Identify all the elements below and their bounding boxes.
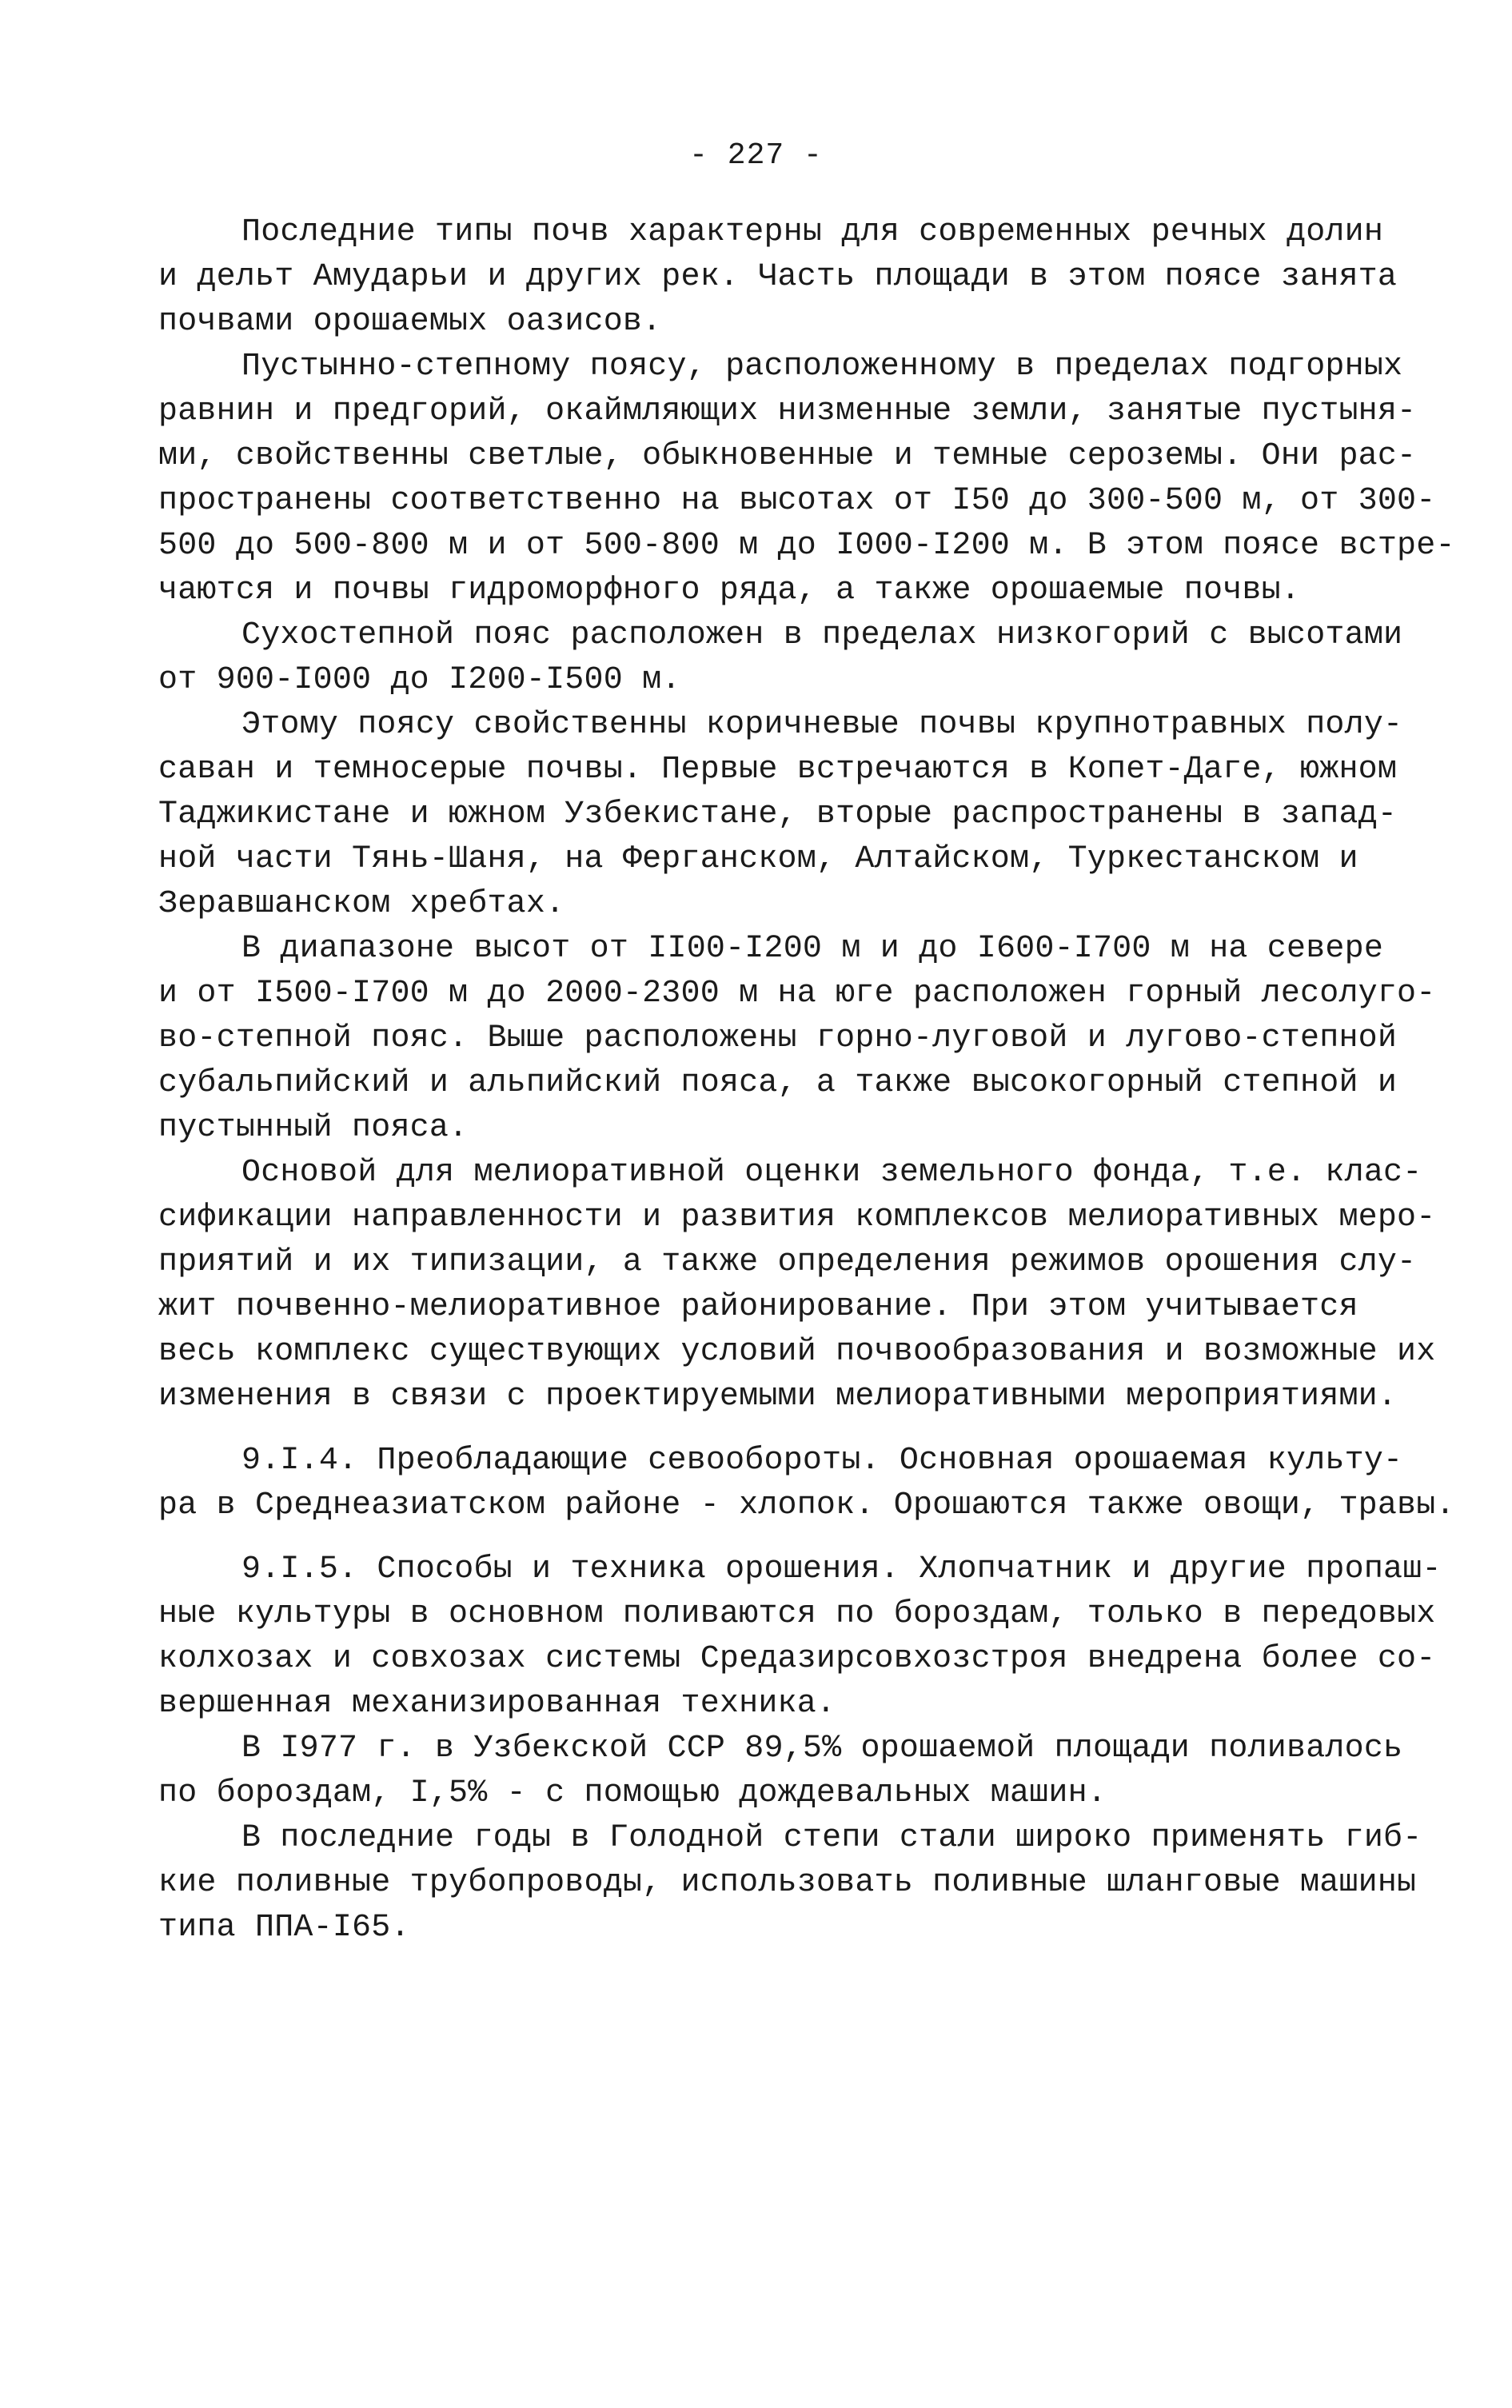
paragraph bbox=[158, 1816, 1422, 1951]
text-line: 9.I.4. Преобладающие севообороты. Основная орошаемая культу- bbox=[241, 1443, 1403, 1479]
text-line: Зеравшанском хребтах. bbox=[158, 886, 565, 922]
paragraph bbox=[158, 703, 1403, 927]
text-line: субальпийский и альпийский пояса, а также высокогорный степной и bbox=[158, 1065, 1398, 1101]
text-line: равнин и предгорий, окаймляющих низменные земли, занятые пустыня- bbox=[158, 393, 1417, 429]
paragraph-gap bbox=[158, 1528, 1374, 1547]
text-line: пустынный пояса. bbox=[158, 1110, 469, 1146]
text-line: по бороздам, I,5% - с помощью дождевальных машин. bbox=[158, 1775, 1107, 1811]
text-line: 9.I.5. Способы и техника орошения. Хлопчатник и другие пропаш- bbox=[241, 1551, 1442, 1587]
paragraph bbox=[158, 927, 1436, 1151]
text-body bbox=[158, 210, 1455, 1951]
text-line: 500 до 500-800 м и от 500-800 м до I000-I200 м. В этом поясе встре- bbox=[158, 528, 1455, 564]
text-line: ра в Среднеазиатском районе - хлопок. Орошаются также овощи, травы. bbox=[158, 1488, 1455, 1523]
text-line: Таджикистане и южном Узбекистане, вторые распространены в запад- bbox=[158, 797, 1398, 833]
paragraph-gap bbox=[158, 1420, 1374, 1439]
paragraph bbox=[158, 210, 1398, 345]
section-paragraph bbox=[158, 1547, 1442, 1727]
text-line: приятий и их типизации, а также определения режимов орошения слу- bbox=[158, 1244, 1417, 1280]
text-line: Основой для мелиоративной оценки земельного фонда, т.е. клас- bbox=[241, 1155, 1422, 1191]
text-line: весь комплекс существующих условий почвообразования и возможные их bbox=[158, 1334, 1436, 1370]
text-line: Пустынно-степному поясу, расположенному в пределах подгорных bbox=[241, 349, 1403, 385]
page-number: - 227 - bbox=[689, 138, 823, 173]
text-line: изменения в связи с проектируемыми мелиоративными мероприятиями. bbox=[158, 1379, 1398, 1415]
paragraph bbox=[158, 1727, 1403, 1816]
text-line: ной части Тянь-Шаня, на Ферганском, Алтайском, Туркестанском и bbox=[158, 841, 1358, 877]
text-line: Сухостепной пояс расположен в пределах низкогорий с высотами bbox=[241, 617, 1403, 653]
text-line: Этому поясу свойственны коричневые почвы крупнотравных полу- bbox=[241, 707, 1403, 743]
text-line: и от I500-I700 м до 2000-2300 м на юге расположен горный лесолуго- bbox=[158, 976, 1436, 1012]
text-line: и дельт Амударьи и других рек. Часть площади в этом поясе занята bbox=[158, 259, 1398, 295]
text-line: вершенная механизированная техника. bbox=[158, 1686, 836, 1722]
text-line: В диапазоне высот от II00-I200 м и до I600-I700 м на севере bbox=[241, 931, 1384, 967]
text-line: пространены соответственно на высотах от I50 до 300-500 м, от 300- bbox=[158, 483, 1436, 519]
paragraph bbox=[158, 613, 1403, 703]
text-line: от 900-I000 до I200-I500 м. bbox=[158, 662, 681, 698]
text-line: кие поливные трубопроводы, использовать поливные шланговые машины bbox=[158, 1865, 1417, 1901]
text-line: жит почвенно-мелиоративное районирование. При этом учитывается bbox=[158, 1289, 1358, 1325]
paragraph bbox=[158, 345, 1455, 613]
text-line: чаются и почвы гидроморфного ряда, а также орошаемые почвы. bbox=[158, 573, 1301, 609]
paragraph bbox=[158, 1151, 1436, 1420]
section-paragraph bbox=[158, 1439, 1455, 1528]
text-line: сификации направленности и развития комплексов мелиоративных меро- bbox=[158, 1200, 1436, 1236]
text-line: Последние типы почв характерны для современных речных долин bbox=[241, 214, 1384, 250]
text-line: саван и темносерые почвы. Первые встречаются в Копет-Даге, южном bbox=[158, 752, 1398, 788]
text-line: ми, свойственны светлые, обыкновенные и темные сероземы. Они рас- bbox=[158, 438, 1417, 474]
text-line: во-степной пояс. Выше расположены горно-луговой и лугово-степной bbox=[158, 1020, 1398, 1056]
text-line: В I977 г. в Узбекской ССР 89,5% орошаемой площади поливалось bbox=[241, 1731, 1403, 1767]
text-line: почвами орошаемых оазисов. bbox=[158, 304, 662, 340]
text-line: В последние годы в Голодной степи стали широко применять гиб- bbox=[241, 1820, 1422, 1856]
text-line: ные культуры в основном поливаются по бороздам, только в передовых bbox=[158, 1596, 1436, 1632]
text-line: колхозах и совхозах системы Средазирсовхозстроя внедрена более со- bbox=[158, 1641, 1436, 1677]
text-line: типа ППА-I65. bbox=[158, 1910, 410, 1946]
